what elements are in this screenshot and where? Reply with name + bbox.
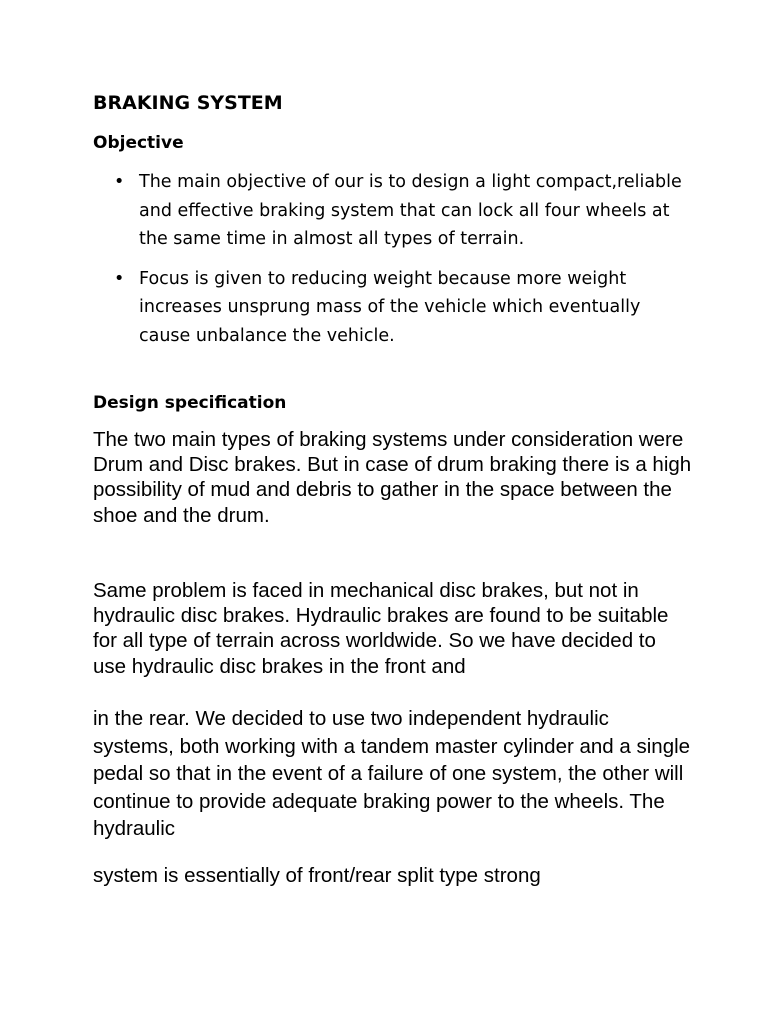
bullet-icon: • (114, 268, 125, 289)
objective-bullet-text: The main objective of our is to design a light compact,reliable and effective braking system that can lock all four wheels at the same time in almost all types of terrain. (139, 172, 682, 249)
body-paragraph: The two main types of braking systems under consideration were Drum and Disc brakes. But in case of drum braking there is a high possibility of mud and debris to gather in the space between the shoe and the drum. (93, 428, 692, 527)
body-paragraph: in the rear. We decided to use two independent hydraulic systems, both working with a tandem master cylinder and a single pedal so that in the event of a failure of one system, the other will continue to provide adequate braking power to the wheels. The hydraulic (93, 707, 691, 840)
document-title: BRAKING SYSTEM (93, 92, 283, 114)
objective-bullet-list (114, 168, 694, 361)
objective-bullet-text: Focus is given to reducing weight because more weight increases unsprung mass of the vehicle which eventually cause unbalance the vehicle. (139, 268, 641, 346)
body-paragraph: Same problem is faced in mechanical disc brakes, but not in hydraulic disc brakes. Hydraulic brakes are found to be suitable for all type of terrain across worldwide. So we have decided to use hydraulic disc brakes in the front and (93, 579, 669, 678)
objective-heading: Objective (93, 133, 184, 153)
objective-bullet-item (114, 265, 694, 351)
body-paragraph: system is essentially of front/rear split type strong (93, 864, 541, 887)
objective-bullet-item (114, 168, 694, 254)
design-specification-heading: Design specification (93, 393, 287, 413)
bullet-icon: • (114, 172, 125, 192)
